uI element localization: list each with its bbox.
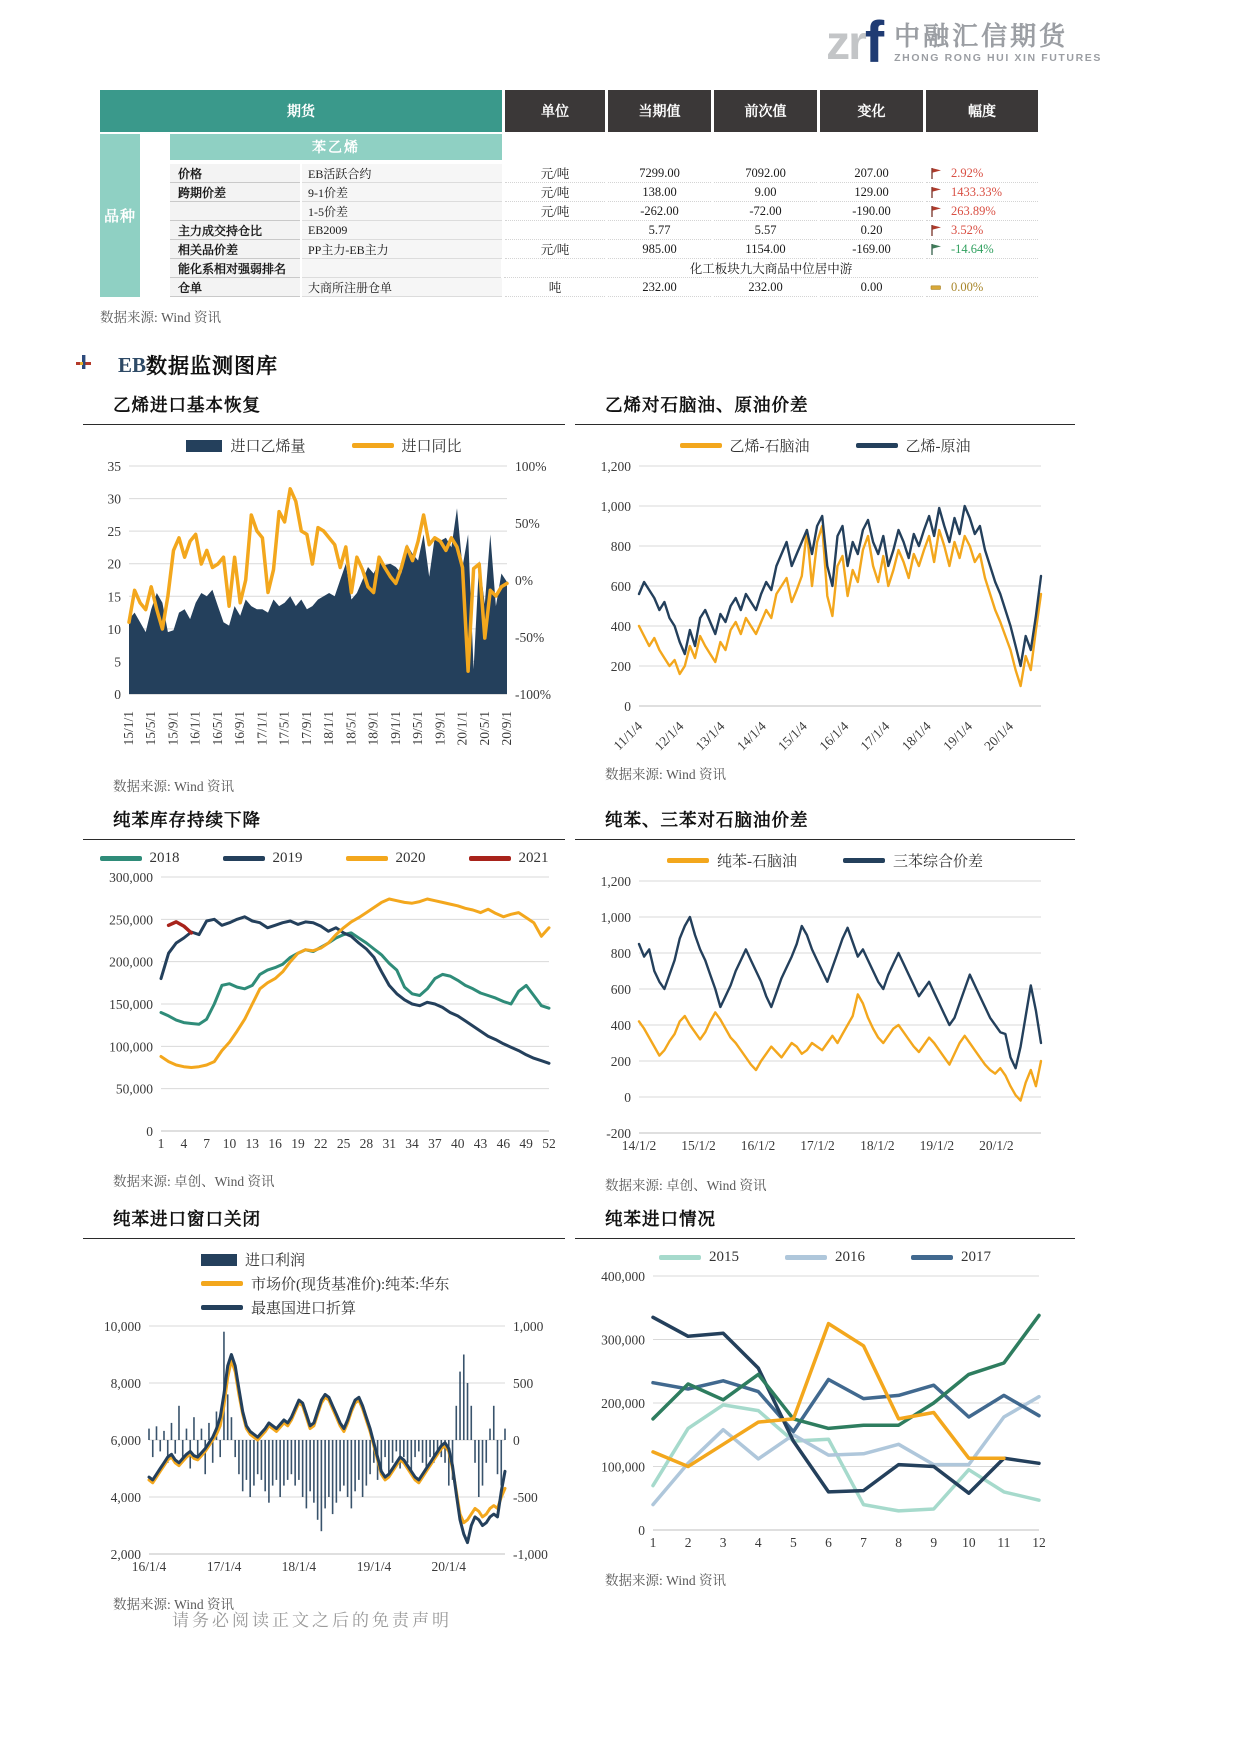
header-futures: 期货 [100, 90, 502, 132]
svg-text:10: 10 [962, 1535, 976, 1550]
legend-item [469, 850, 549, 867]
svg-text:4: 4 [754, 1535, 762, 1550]
pct-value: 2.92% [951, 165, 984, 180]
legend-swatch [100, 856, 142, 861]
benzene-import-volume-chart [575, 1266, 1055, 1562]
legend-label: 乙烯-石脑油 [729, 439, 810, 455]
svg-text:3: 3 [719, 1535, 727, 1550]
logo-company-name-cn: 中融汇信期货 [894, 21, 1069, 51]
legend-swatch [469, 856, 511, 861]
table-cell: -72.00 [714, 202, 817, 221]
legend-label: 2020 [395, 850, 426, 866]
title-rule [83, 839, 565, 840]
svg-text:14/1/2: 14/1/2 [621, 1138, 657, 1153]
svg-text:200,000: 200,000 [109, 954, 153, 970]
logo-text [894, 23, 1102, 64]
svg-text:600: 600 [610, 579, 631, 594]
chart-block-benzene-import-window [83, 1206, 565, 1613]
svg-text:250,000: 250,000 [109, 912, 153, 928]
legend-swatch [346, 856, 388, 861]
svg-text:35: 35 [107, 459, 121, 474]
svg-text:200: 200 [610, 659, 631, 674]
table-cell: 主力成交持仓比 [170, 221, 300, 240]
table-rows [170, 134, 1038, 297]
table-cell: 138.00 [608, 183, 711, 202]
table-cell [505, 221, 605, 240]
chart-title: 乙烯进口基本恢复 [113, 395, 261, 415]
svg-text:13: 13 [245, 1136, 260, 1151]
legend-item [186, 435, 305, 456]
logo-company-name-en: ZHONG RONG HUI XIN FUTURES [894, 52, 1102, 64]
svg-text:28: 28 [359, 1136, 374, 1151]
svg-text:14/1/4: 14/1/4 [733, 718, 769, 754]
svg-text:2,000: 2,000 [110, 1547, 141, 1562]
legend-item [352, 435, 462, 456]
svg-text:15/1/1: 15/1/1 [121, 711, 136, 746]
svg-text:18/1/4: 18/1/4 [281, 1559, 317, 1574]
legend-label: 进口利润 [245, 1253, 306, 1269]
chart-source: 数据来源: Wind 资讯 [605, 767, 726, 782]
pct-value: -14.64% [951, 241, 994, 256]
table-cell: 相关品价差 [170, 240, 300, 259]
title-rule [575, 424, 1075, 425]
table-cell: 1-5价差 [302, 202, 502, 221]
table-cell: 5.77 [608, 221, 711, 240]
svg-text:20/1/4: 20/1/4 [431, 1559, 467, 1574]
svg-text:15/9/1: 15/9/1 [165, 711, 181, 746]
table-row [170, 183, 1038, 202]
chart-block-ethylene-spread [575, 392, 1075, 795]
table-cell: 仓单 [170, 278, 300, 297]
table-cell: PP主力-EB主力 [302, 240, 502, 259]
svg-text:20/1/2: 20/1/2 [979, 1138, 1014, 1153]
legend-swatch [667, 858, 709, 863]
chart-block-benzene-spread [575, 807, 1075, 1194]
svg-text:300,000: 300,000 [601, 1332, 645, 1348]
svg-text:15: 15 [107, 589, 121, 605]
table-cell: 129.00 [820, 183, 923, 202]
svg-text:800: 800 [610, 539, 631, 554]
chart-source: 数据来源: 卓创、Wind 资讯 [605, 1178, 767, 1193]
svg-text:50,000: 50,000 [115, 1081, 153, 1097]
svg-text:20/1/1: 20/1/1 [454, 711, 470, 746]
legend-label: 乙烯-原油 [905, 439, 971, 455]
svg-text:17/5/1: 17/5/1 [276, 711, 292, 746]
table-row [170, 164, 1038, 183]
svg-text:15/1/2: 15/1/2 [681, 1138, 716, 1153]
table-cell: 985.00 [608, 240, 711, 259]
svg-text:17/1/1: 17/1/1 [254, 711, 270, 746]
chart-legend [201, 1249, 565, 1318]
legend-swatch [186, 440, 222, 452]
svg-text:1: 1 [649, 1535, 657, 1550]
chart-block-benzene-inventory [83, 807, 565, 1194]
legend-label: 2018 [149, 850, 180, 866]
chart-title: 乙烯对石脑油、原油价差 [605, 395, 809, 415]
yellow-dash-icon [930, 281, 943, 294]
legend-item [856, 435, 971, 456]
table-cell: 化工板块九大商品中位居中游 [504, 259, 1038, 278]
table-cell: 7092.00 [714, 164, 817, 183]
legend-label: 2015 [709, 1249, 739, 1265]
svg-text:50%: 50% [515, 516, 540, 531]
legend-item [100, 850, 180, 867]
svg-text:200: 200 [610, 1054, 631, 1069]
legend-item [201, 1273, 449, 1294]
svg-text:18/1/2: 18/1/2 [860, 1138, 895, 1153]
benzene-spread-chart [575, 871, 1055, 1167]
svg-text:600: 600 [610, 982, 631, 997]
table-cell: 207.00 [820, 164, 923, 183]
logo-f: f [864, 10, 885, 75]
table-cell: 7299.00 [608, 164, 711, 183]
svg-text:16/1/1: 16/1/1 [187, 711, 203, 746]
svg-text:0%: 0% [515, 573, 533, 588]
chart-title: 纯苯、三苯对石脑油价差 [605, 810, 809, 830]
header-change: 变化 [820, 90, 923, 132]
svg-text:18/9/1: 18/9/1 [365, 711, 381, 746]
svg-text:19: 19 [291, 1136, 305, 1151]
svg-text:18/5/1: 18/5/1 [343, 711, 359, 746]
table-cell: 元/吨 [505, 202, 605, 221]
chart-legend [575, 435, 1075, 456]
svg-text:49: 49 [519, 1136, 533, 1151]
svg-text:31: 31 [382, 1136, 396, 1151]
svg-text:-100%: -100% [515, 687, 551, 702]
svg-text:43: 43 [473, 1136, 488, 1151]
svg-text:1,000: 1,000 [600, 910, 631, 925]
ethylene-import-chart [83, 456, 563, 768]
benzene-import-window-chart [83, 1318, 563, 1586]
green-flag-icon [930, 243, 943, 256]
svg-text:0: 0 [513, 1433, 520, 1448]
section-title-en: EB [118, 352, 147, 377]
svg-text:2: 2 [684, 1535, 692, 1550]
svg-text:40: 40 [450, 1136, 465, 1151]
table-cell [926, 164, 1038, 183]
legend-label: 最惠国进口折算 [251, 1301, 357, 1317]
legend-swatch [352, 443, 394, 448]
svg-text:20/5/1: 20/5/1 [476, 711, 492, 746]
svg-text:37: 37 [428, 1136, 442, 1151]
table-row [170, 240, 1038, 259]
svg-text:18/1/1: 18/1/1 [321, 711, 337, 746]
svg-text:19/1/2: 19/1/2 [919, 1138, 955, 1153]
svg-text:100,000: 100,000 [109, 1039, 153, 1055]
legend-item [346, 850, 426, 867]
chart-legend [83, 850, 565, 867]
legend-swatch [911, 1255, 953, 1260]
table-header-row [100, 90, 1038, 132]
svg-text:5: 5 [789, 1535, 797, 1550]
chart-source: 数据来源: Wind 资讯 [113, 1597, 234, 1612]
legend-label: 市场价(现货基准价):纯苯:华东 [251, 1277, 450, 1293]
chart-title: 纯苯库存持续下降 [113, 810, 261, 830]
svg-text:0: 0 [114, 687, 121, 702]
category-cell: 品种 [100, 134, 140, 297]
legend-item [911, 1249, 991, 1266]
svg-text:1: 1 [157, 1136, 165, 1151]
table-cell: 元/吨 [505, 183, 605, 202]
svg-text:12/1/4: 12/1/4 [651, 718, 687, 754]
svg-text:19/5/1: 19/5/1 [410, 711, 426, 746]
legend-item [680, 435, 810, 456]
red-flag-icon [930, 205, 943, 218]
svg-text:10,000: 10,000 [103, 1319, 141, 1334]
table-cell: 吨 [505, 278, 605, 297]
chart-block-benzene-import-volume [575, 1206, 1075, 1613]
svg-text:4: 4 [180, 1136, 188, 1151]
legend-label: 进口同比 [401, 439, 462, 455]
svg-text:-200: -200 [606, 1126, 631, 1141]
svg-text:16/1/2: 16/1/2 [740, 1138, 776, 1153]
legend-item [659, 1249, 739, 1266]
svg-text:4,000: 4,000 [110, 1490, 141, 1505]
svg-text:20/9/1: 20/9/1 [499, 711, 514, 746]
svg-text:400: 400 [610, 619, 631, 634]
svg-text:11: 11 [997, 1535, 1011, 1550]
title-rule [575, 839, 1075, 840]
title-rule [83, 424, 565, 425]
legend-swatch [201, 1281, 243, 1286]
red-flag-icon [930, 167, 943, 180]
table-cell: 能化系相对强弱排名 [170, 259, 300, 278]
table-cell [926, 278, 1038, 297]
benzene-inventory-chart [83, 867, 563, 1163]
svg-text:52: 52 [542, 1136, 556, 1151]
legend-item [843, 850, 983, 871]
svg-text:18/1/4: 18/1/4 [898, 718, 934, 754]
section-heading [75, 350, 278, 380]
svg-text:34: 34 [405, 1136, 419, 1151]
svg-text:400,000: 400,000 [601, 1269, 645, 1284]
legend-label: 2016 [835, 1249, 865, 1265]
header-unit: 单位 [505, 90, 605, 132]
charts-grid [83, 392, 1075, 1625]
company-logo [826, 10, 1102, 75]
svg-text:11/1/4: 11/1/4 [610, 718, 646, 754]
legend-item [201, 1249, 305, 1270]
svg-text:1,000: 1,000 [513, 1319, 544, 1334]
chart-source: 数据来源: Wind 资讯 [113, 779, 234, 794]
legend-swatch [856, 443, 898, 448]
legend-item [223, 850, 303, 867]
logo-zr: zr [826, 17, 865, 70]
svg-text:19/1/1: 19/1/1 [387, 711, 403, 746]
svg-text:400: 400 [610, 1018, 631, 1033]
pct-value: 0.00% [951, 279, 984, 294]
svg-text:7: 7 [203, 1136, 211, 1151]
svg-text:13/1/4: 13/1/4 [692, 718, 728, 754]
svg-text:150,000: 150,000 [109, 997, 153, 1012]
futures-summary-table [100, 90, 1038, 326]
table-cell: 元/吨 [505, 164, 605, 183]
table-cell: 9-1价差 [302, 183, 502, 202]
svg-text:200,000: 200,000 [601, 1396, 645, 1411]
svg-text:17/1/4: 17/1/4 [857, 718, 893, 754]
svg-text:46: 46 [496, 1136, 511, 1151]
svg-text:-500: -500 [513, 1490, 538, 1505]
table-cell [926, 221, 1038, 240]
legend-item [785, 1249, 865, 1266]
svg-text:8,000: 8,000 [110, 1376, 141, 1391]
chart-title: 纯苯进口情况 [605, 1209, 716, 1229]
svg-text:300,000: 300,000 [109, 870, 153, 885]
svg-text:800: 800 [610, 946, 631, 961]
svg-text:5: 5 [114, 654, 121, 670]
svg-text:19/9/1: 19/9/1 [432, 711, 448, 746]
header-current: 当期值 [608, 90, 711, 132]
legend-label: 纯苯-石脑油 [716, 854, 797, 870]
svg-text:15/5/1: 15/5/1 [143, 711, 159, 746]
chart-legend [83, 435, 565, 456]
svg-text:-1,000: -1,000 [513, 1547, 548, 1562]
svg-text:20: 20 [107, 556, 121, 572]
table-cell [302, 259, 501, 278]
table-cell [926, 202, 1038, 221]
svg-text:19/1/4: 19/1/4 [940, 718, 976, 754]
table-cell: 0.20 [820, 221, 923, 240]
chart-legend [575, 850, 1075, 871]
product-cell: 苯乙烯 [170, 134, 502, 160]
svg-text:100%: 100% [515, 459, 547, 474]
legend-label: 2021 [518, 850, 549, 866]
title-rule [575, 1238, 1075, 1239]
red-flag-icon [930, 186, 943, 199]
table-source: 数据来源: Wind 资讯 [100, 310, 221, 325]
table-cell: EB2009 [302, 221, 502, 240]
pct-value: 263.89% [951, 203, 996, 218]
svg-text:1,200: 1,200 [600, 459, 631, 474]
table-cell: -190.00 [820, 202, 923, 221]
legend-label: 2019 [272, 850, 303, 866]
table-row [170, 221, 1038, 240]
table-cell: 0.00 [820, 278, 923, 297]
svg-text:6,000: 6,000 [110, 1433, 141, 1448]
table-cell: 大商所注册仓单 [302, 278, 502, 297]
svg-text:16: 16 [268, 1136, 282, 1151]
table-cell [926, 183, 1038, 202]
legend-item [201, 1297, 356, 1318]
legend-swatch [785, 1255, 827, 1260]
svg-text:-50%: -50% [515, 630, 545, 645]
svg-text:22: 22 [314, 1136, 328, 1151]
title-rule [83, 1238, 565, 1239]
svg-text:6: 6 [825, 1535, 832, 1550]
legend-swatch [201, 1305, 243, 1310]
pct-value: 1433.33% [951, 184, 1003, 199]
legend-item [667, 850, 797, 871]
table-cell [170, 202, 300, 221]
svg-text:8: 8 [895, 1535, 903, 1550]
table-cell: 跨期价差 [170, 183, 300, 202]
svg-text:500: 500 [513, 1376, 534, 1391]
legend-swatch [680, 443, 722, 448]
svg-text:20/1/4: 20/1/4 [981, 718, 1017, 754]
table-cell: 9.00 [714, 183, 817, 202]
svg-text:16/1/4: 16/1/4 [816, 718, 852, 754]
red-flag-icon [930, 224, 943, 237]
legend-swatch [223, 856, 265, 861]
header-range: 幅度 [926, 90, 1038, 132]
svg-text:16/9/1: 16/9/1 [232, 711, 248, 746]
chart-title: 纯苯进口窗口关闭 [113, 1209, 261, 1229]
svg-text:30: 30 [107, 491, 121, 507]
chart-source: 数据来源: 卓创、Wind 资讯 [113, 1174, 275, 1189]
legend-label: 进口乙烯量 [230, 439, 306, 455]
svg-text:25: 25 [336, 1136, 351, 1151]
legend-label: 三苯综合价差 [892, 854, 983, 870]
section-title-cn: 数据监测图库 [146, 354, 279, 378]
table-row [170, 202, 1038, 221]
svg-text:17/9/1: 17/9/1 [298, 711, 314, 746]
table-cell: -262.00 [608, 202, 711, 221]
table-cell: EB活跃合约 [302, 164, 502, 183]
svg-text:15/1/4: 15/1/4 [774, 718, 810, 754]
legend-label: 2017 [961, 1249, 991, 1265]
ethylene-spread-chart [575, 456, 1055, 756]
section-bullet-icon [75, 354, 92, 376]
table-cell: 232.00 [714, 278, 817, 297]
legend-swatch [659, 1255, 701, 1260]
table-row [170, 259, 1038, 278]
table-body [100, 134, 1038, 297]
legend-swatch [201, 1254, 237, 1266]
svg-text:17/1/2: 17/1/2 [800, 1138, 835, 1153]
disclaimer-footer: 请务必阅读正文之后的免责声明 [172, 1611, 452, 1630]
svg-text:100,000: 100,000 [601, 1459, 645, 1475]
svg-text:16/5/1: 16/5/1 [209, 711, 225, 746]
table-cell: 1154.00 [714, 240, 817, 259]
svg-text:0: 0 [624, 699, 631, 714]
svg-text:19/1/4: 19/1/4 [356, 1559, 392, 1574]
svg-text:0: 0 [146, 1124, 153, 1139]
table-row [170, 278, 1038, 297]
table-cell: 5.57 [714, 221, 817, 240]
pct-value: 3.52% [951, 222, 984, 237]
table-cell: 价格 [170, 164, 300, 183]
table-cell: -169.00 [820, 240, 923, 259]
svg-text:12: 12 [1032, 1535, 1046, 1550]
svg-text:16/1/4: 16/1/4 [131, 1559, 167, 1574]
svg-text:0: 0 [624, 1090, 631, 1105]
table-cell [926, 240, 1038, 259]
svg-text:25: 25 [107, 524, 121, 540]
chart-source: 数据来源: Wind 资讯 [605, 1573, 726, 1588]
header-previous: 前次值 [714, 90, 817, 132]
table-cell: 元/吨 [505, 240, 605, 259]
svg-text:17/1/4: 17/1/4 [206, 1559, 242, 1574]
svg-text:1,200: 1,200 [600, 874, 631, 889]
chart-block-ethylene-import [83, 392, 565, 795]
svg-text:10: 10 [107, 621, 121, 637]
svg-text:1,000: 1,000 [600, 499, 631, 514]
svg-text:10: 10 [222, 1136, 237, 1151]
legend-swatch [843, 858, 885, 863]
table-cell: 232.00 [608, 278, 711, 297]
svg-text:9: 9 [930, 1535, 938, 1550]
svg-text:0: 0 [638, 1523, 645, 1538]
chart-legend [575, 1249, 1075, 1266]
svg-text:7: 7 [860, 1535, 867, 1550]
